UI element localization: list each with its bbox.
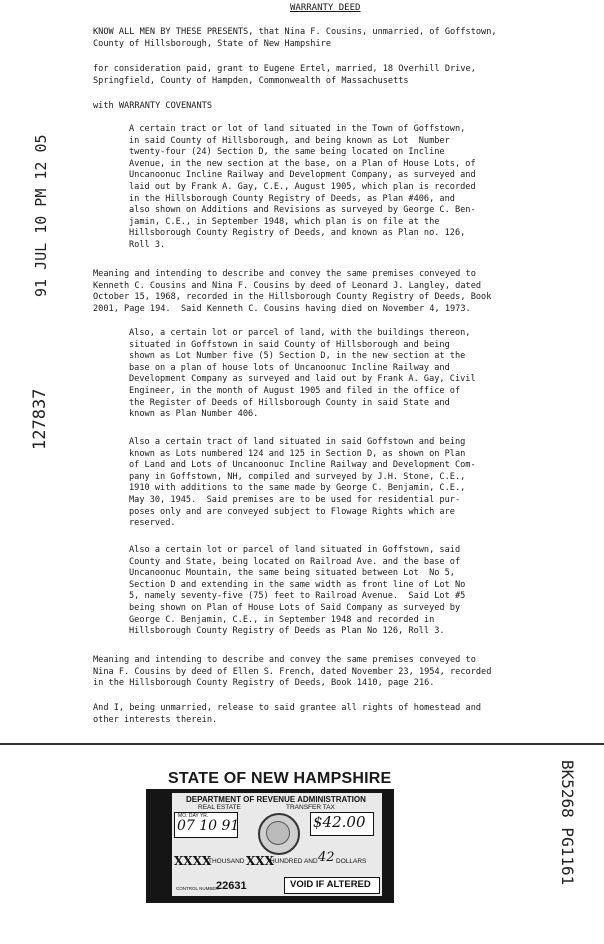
stamp-hundred-label: HUNDRED AND [270,858,318,865]
stamp-control-number: 22631 [216,880,247,892]
document-title: WARRANTY DEED [290,3,361,13]
property-description-lots-124-125: Also a certain tract of land situated in said Goffstown and being known as Lots numbered 124 and 125 in Section D, as shown on Plan of Land and Lots of Uncanoonuc Incline Railway and Development Com- pany in Goffstown, NH, compiled and surveyed by J.H. Stone, C.E., 1910 with additions to the same made by George C. Benjamin, C.E., May 30, 1945. Said premises are to be used for residential pur- poses only and are conveyed subject to Flowage Rights which are reserved. [129,437,476,529]
stamp-thousand-label: THOUSAND [208,858,245,865]
book-page-stamp: BK5268 PG1161 [558,760,577,886]
meaning-paragraph-1: Meaning and intending to describe and convey the same premises conveyed to Kenneth C. Cousins and Nina F. Cousins by deed of Leonard J. Langley, dated October 15, 1968, recorded in the Hillsborough County Registry of Deeds, Book 2001, Page 194. Said Kenneth C. Cousins having died on November 4, 1973. [93,269,492,314]
stamp-control-label: CONTROL NUMBER [176,886,219,891]
intro-paragraph: KNOW ALL MEN BY THESE PRESENTS, that Nina F. Cousins, unmarried, of Goffstown, County of Hillsborough, State of New Hampshire [93,27,497,49]
stamp-written-cents: 42 [318,850,335,865]
stamp-sub-real-estate: REAL ESTATE [198,804,241,811]
meaning-paragraph-2: Meaning and intending to describe and convey the same premises conveyed to Nina F. Cousins by deed of Ellen S. French, dated November 23, 1954, recorded in the Hillsborough County Registry of Deeds, Book 1410, page 216. [93,655,492,689]
covenants-line: with WARRANTY COVENANTS [93,101,212,111]
stamp-hundred-x: XXX [246,854,274,868]
property-description-lot-24: A certain tract or lot of land situated in the Town of Goffstown, in said County of Hillsborough, and being known as Lot Number twenty-four (24) Section D, the same being located on Incline Avenue, in the new section at the base, on a Plan of House Lots, of Uncanoonuc Incline Railway and Development Company, as surveyed and laid out by Frank A. Gay, C.E., August 1905, which plan is recorded in the Hillsborough County Registry of Deeds, as Plan #406, and also shown on Additions and Revisions as surveyed by George C. Ben- jamin, C.E., in September 1948, which plan is on file at the Hillsborough County Registry of Deeds, and known as Plan no. 126, Roll 3. [129,124,476,250]
property-description-railroad-ave: Also a certain lot or parcel of land situated in Goffstown, said County and State, being located on Railroad Ave. and the base of Uncanoonuc Mountain, the same being situated between Lot No 5, Section D and extending in the same width as front line of Lot No 5, namely seventy-five (75) feet to Railroad Avenue. Said Lot #5 being shown on Plan of House Lots of Said Company as surveyed by George C. Benjamin, C.E., in September 1948 and recorded in Hillsborough County Registry of Deeds as Plan No 126, Roll 3. [129,545,466,637]
page-divider [0,743,604,745]
stamp-date-labels: MO. DAY YR. [178,813,209,819]
stamp-state-heading: STATE OF NEW HAMPSHIRE [168,770,392,787]
stamp-amount: $42.00 [313,813,366,831]
stamp-written-prefix: XXXX [174,854,212,868]
recording-time-stamp: 91 JUL 10 PM 12 05 [32,134,50,297]
release-paragraph: And I, being unmarried, release to said grantee all rights of homestead and other interests therein. [93,703,482,725]
stamp-void-label: VOID IF ALTERED [290,879,371,890]
stamp-dollars-label: DOLLARS [336,858,367,865]
stamp-sub-transfer-tax: TRANSFER TAX [286,804,335,811]
consideration-paragraph: for consideration paid, grant to Eugene Ertel, married, 18 Overhill Drive, Springfield, County of Hampden, Commonwealth of Massachusetts [93,64,476,86]
state-seal-inner [266,821,290,845]
property-description-lot-5: Also, a certain lot or parcel of land, with the buildings thereon, situated in Goffstown in said County of Hillsborough and being shown as Lot Number five (5) Section D, in the new section at the base on a plan of house lots of Uncanoonuc Incline Railway and Development Company as surveyed and laid out by Frank A. Gay, Civil Engineer, in the month of August 1905 and filed in the office of the Register of Deeds of Hillsborough County in said State and known as Plan Number 406. [129,328,476,420]
document-number-stamp: 127837 [30,388,50,450]
stamp-dept: DEPARTMENT OF REVENUE ADMINISTRATION [186,795,366,804]
stamp-date-value: 07 10 91 [177,818,240,834]
